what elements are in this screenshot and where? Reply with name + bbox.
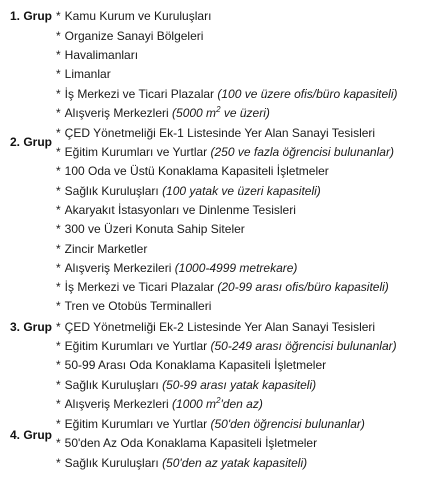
list-item — [56, 320, 375, 334]
bullet-marker: * — [56, 164, 61, 178]
item-text: Eğitim Kurumları ve Yurtlar — [64, 339, 211, 353]
item-note: (50-99 arası yatak kapasiteli) — [162, 378, 317, 392]
item-text: ÇED Yönetmeliği Ek-1 Listesinde Yer Alan Sanayi Tesisleri — [64, 126, 376, 140]
group-label-4: 4. Grup — [10, 428, 53, 442]
item-text: Alışveriş Merkezleri — [64, 397, 173, 411]
bullet-marker: * — [56, 320, 61, 334]
item-text: Akaryakıt İstasyonları ve Dinlenme Tesisleri — [64, 203, 296, 217]
list-item — [56, 184, 321, 198]
item-note: (20-99 arası ofis/büro kapasiteli) — [217, 280, 389, 294]
item-text: İş Merkezi ve Ticari Plazalar — [64, 87, 218, 101]
item-text: Eğitim Kurumları ve Yurtlar — [64, 145, 211, 159]
bullet-marker: * — [56, 222, 61, 236]
list-item — [56, 164, 329, 178]
list-item — [56, 261, 297, 275]
list-item — [56, 145, 394, 159]
item-note: (50-249 arası öğrencisi bulunanlar) — [210, 339, 397, 353]
bullet-marker: * — [56, 29, 61, 43]
item-text: Organize Sanayi Bölgeleri — [64, 29, 204, 43]
item-text: 50'den Az Oda Konaklama Kapasiteli İşletmeler — [64, 436, 318, 450]
item-text: 100 Oda ve Üstü Konaklama Kapasiteli İşletmeler — [64, 164, 329, 178]
item-note: (1000 $m^2'den$ az) — [172, 396, 263, 411]
group-label-1: 1. Grup — [10, 9, 53, 23]
item-text: 300 ve Üzeri Konuta Sahip Siteler — [64, 222, 245, 236]
list-item — [56, 29, 203, 43]
item-text: Alışveriş Merkezleri — [64, 106, 173, 120]
item-text: Havalimanları — [64, 48, 139, 62]
list-item — [56, 358, 326, 372]
bullet-marker: * — [56, 358, 61, 372]
bullet-marker: * — [56, 436, 61, 450]
item-text: Tren ve Otobüs Terminalleri — [64, 299, 212, 313]
list-item — [56, 203, 296, 217]
bullet-marker: * — [56, 203, 61, 217]
item-text: 50-99 Arası Oda Konaklama Kapasiteli İşletmeler — [64, 358, 327, 372]
item-text: Zincir Marketler — [64, 242, 148, 256]
item-note: (5000 $m^2$ ve üzeri) — [172, 105, 270, 120]
item-text: Sağlık Kuruluşları — [64, 456, 163, 470]
bullet-marker: * — [56, 456, 61, 470]
bullet-marker: * — [56, 48, 61, 62]
list-item — [56, 87, 397, 101]
list-item — [56, 417, 365, 431]
list-item — [56, 67, 111, 81]
list-item — [56, 126, 375, 140]
bullet-marker: * — [56, 87, 61, 101]
bullet-marker: * — [56, 184, 61, 198]
item-text: Eğitim Kurumları ve Yurtlar — [64, 417, 211, 431]
item-note: (50'den öğrencisi bulunanlar) — [210, 417, 365, 431]
bullet-marker: * — [56, 339, 61, 353]
bullet-marker: * — [56, 67, 61, 81]
bullet-marker: * — [56, 280, 61, 294]
list-item — [56, 280, 389, 294]
item-text: ÇED Yönetmeliği Ek-2 Listesinde Yer Alan Sanayi Tesisleri — [64, 320, 376, 334]
item-note: (50'den az yatak kapasiteli) — [162, 456, 308, 470]
item-note: (100 ve üzere ofis/büro kapasiteli) — [217, 87, 398, 101]
bullet-marker: * — [56, 299, 61, 313]
item-text: Sağlık Kuruluşları — [64, 184, 163, 198]
list-item — [56, 9, 211, 23]
bullet-marker: * — [56, 261, 61, 275]
list-item — [56, 106, 270, 120]
bullet-marker: * — [56, 378, 61, 392]
item-text: Limanlar — [64, 67, 111, 81]
list-item — [56, 48, 138, 62]
list-item — [56, 397, 263, 411]
bullet-marker: * — [56, 417, 61, 431]
bullet-marker: * — [56, 9, 61, 23]
item-note: (250 ve fazla öğrencisi bulunanlar) — [210, 145, 394, 159]
bullet-marker: * — [56, 126, 61, 140]
list-item — [56, 378, 316, 392]
list-item — [56, 339, 397, 353]
list-item — [56, 222, 245, 236]
item-text: İş Merkezi ve Ticari Plazalar — [64, 280, 218, 294]
item-note: (1000-4999 metrekare) — [174, 261, 298, 275]
bullet-marker: * — [56, 106, 61, 120]
list-item — [56, 436, 317, 450]
list-item — [56, 456, 307, 470]
group-label-3: 3. Grup — [10, 320, 53, 334]
list-item — [56, 299, 211, 313]
bullet-marker: * — [56, 145, 61, 159]
item-text: Kamu Kurum ve Kuruluşları — [64, 9, 212, 23]
group-label-2: 2. Grup — [10, 135, 53, 149]
bullet-marker: * — [56, 242, 61, 256]
item-text: Alışveriş Merkezileri — [64, 261, 175, 275]
item-note: (100 yatak ve üzeri kapasiteli) — [162, 184, 321, 198]
item-text: Sağlık Kuruluşları — [64, 378, 163, 392]
list-item — [56, 242, 147, 256]
bullet-marker: * — [56, 397, 61, 411]
